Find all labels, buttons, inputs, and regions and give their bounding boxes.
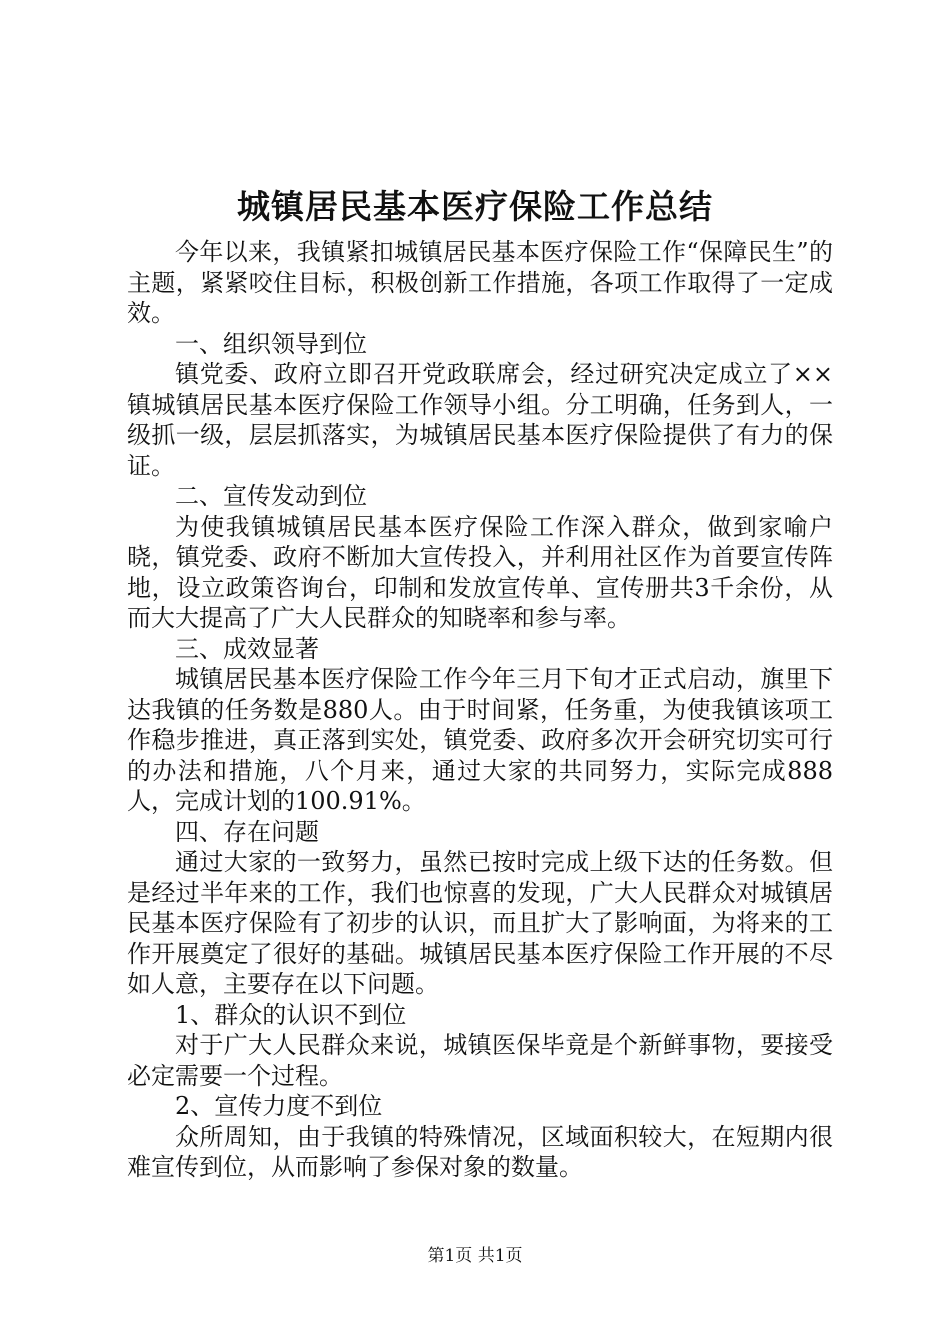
paragraph-section-2: 为使我镇城镇居民基本医疗保险工作深入群众，做到家喻户晓，镇党委、政府不断加大宣传投入，并利用社区作为首要宣传阵地，设立政策咨询台，印制和发放宣传单、宣传册共3千余份，从而大大提高了广大人民群众的知晓率和参与率。 <box>127 512 833 632</box>
section-heading-1: 一、组织领导到位 <box>175 329 367 358</box>
paragraph-4-1: 对于广大人民群众来说，城镇医保毕竟是个新鲜事物，要接受必定需要一个过程。 <box>127 1031 833 1090</box>
paragraph-section-3: 城镇居民基本医疗保险工作今年三月下旬才正式启动，旗里下达我镇的任务数是880人。由于时间紧，任务重，为使我镇该项工作稳步推进，真正落到实处，镇党委、政府多次开会研究切实可行的办法和措施，八个月来，通过大家的共同努力，实际完成888人，完成计划的100.91%。 <box>127 665 833 815</box>
paragraph-intro: 今年以来，我镇紧扣城镇居民基本医疗保险工作“保障民生”的主题，紧紧咬住目标，积极创新工作措施，各项工作取得了一定成效。 <box>127 238 833 327</box>
subheading-4-1: 1、群众的认识不到位 <box>175 1000 407 1029</box>
section-heading-4: 四、存在问题 <box>175 817 319 846</box>
paragraph-section-1: 镇党委、政府立即召开党政联席会，经过研究决定成立了××镇城镇居民基本医疗保险工作领导小组。分工明确，任务到人，一级抓一级，层层抓落实，为城镇居民基本医疗保险提供了有力的保证。 <box>127 360 833 480</box>
page-footer: 第1页 共1页 <box>427 1246 523 1266</box>
paragraph-section-4: 通过大家的一致努力，虽然已按时完成上级下达的任务数。但是经过半年来的工作，我们也惊喜的发现，广大人民群众对城镇居民基本医疗保险有了初步的认识，而且扩大了影响面，为将来的工作开展奠定了很好的基础。城镇居民基本医疗保险工作开展的不尽如人意，主要存在以下问题。 <box>127 848 833 998</box>
document-body <box>127 237 833 1183</box>
section-heading-2: 二、宣传发动到位 <box>175 482 367 510</box>
section-heading-3: 三、成效显著 <box>175 634 319 663</box>
document-title: 城镇居民基本医疗保险工作总结 <box>237 187 713 226</box>
paragraph-4-2: 众所周知，由于我镇的特殊情况，区域面积较大，在短期内很难宣传到位，从而影响了参保对象的数量。 <box>127 1122 833 1181</box>
subheading-4-2: 2、宣传力度不到位 <box>175 1092 383 1120</box>
